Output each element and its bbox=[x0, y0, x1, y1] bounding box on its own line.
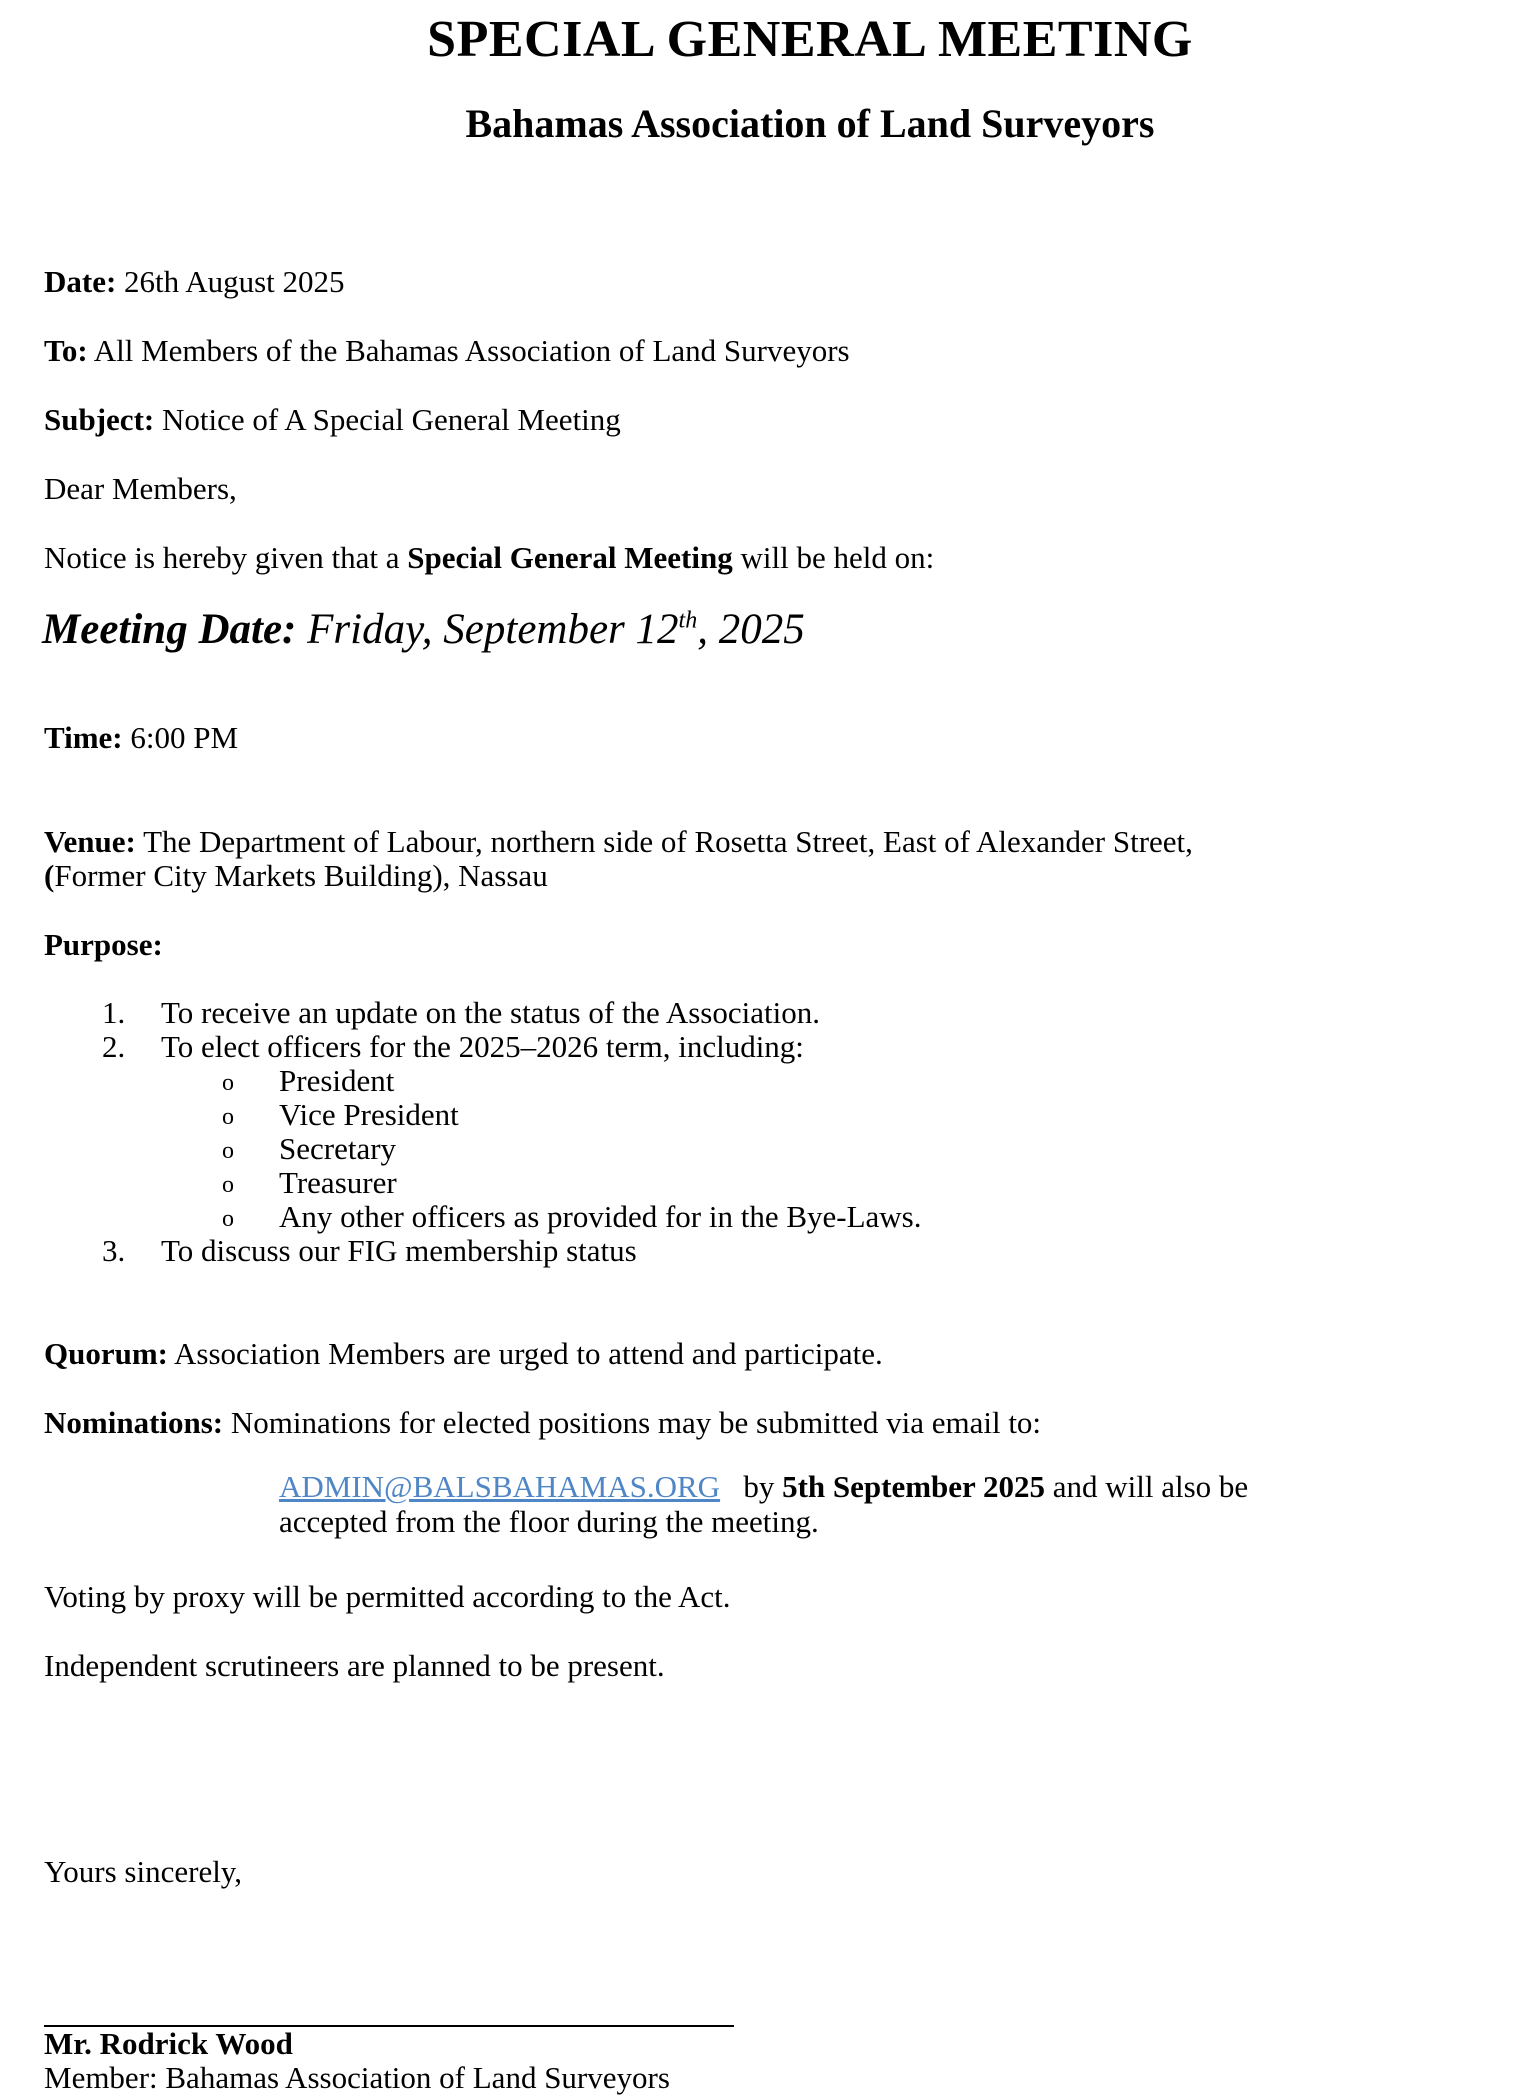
nominations-text: Nominations for elected positions may be submitted via email to: bbox=[230, 1405, 1042, 1440]
sign-off: Yours sincerely, bbox=[44, 1854, 243, 1889]
to-value: All Members of the Bahamas Association of Land Surveyors bbox=[93, 333, 850, 368]
nominations-email-link[interactable]: ADMIN@BALSBAHAMAS.ORG bbox=[279, 1469, 721, 1504]
notice-line bbox=[44, 540, 934, 576]
nominations-by: by bbox=[743, 1469, 775, 1504]
purpose-item-text: To elect officers for the 2025–2026 term, including: bbox=[161, 1029, 804, 1064]
circle-bullet-icon: o bbox=[222, 1070, 234, 1096]
meeting-date-label: Meeting Date: bbox=[42, 606, 297, 653]
purpose-item-number: 3. bbox=[102, 1233, 126, 1268]
nominations-floor-line: accepted from the floor during the meeting. bbox=[279, 1504, 819, 1539]
date-label: Date: bbox=[44, 264, 117, 299]
signer-name: Mr. Rodrick Wood bbox=[44, 2026, 293, 2061]
date-value: 26th August 2025 bbox=[124, 264, 345, 299]
date-line bbox=[44, 264, 345, 300]
notice-text-pre: Notice is hereby given that a bbox=[44, 540, 400, 575]
purpose-item-number: 1. bbox=[102, 995, 126, 1030]
meeting-date-value-post: , 2025 bbox=[697, 606, 805, 653]
to-line bbox=[44, 333, 850, 369]
purpose-item-number: 2. bbox=[102, 1029, 126, 1064]
venue-label: Venue: bbox=[44, 824, 136, 859]
nominations-line bbox=[44, 1405, 1041, 1441]
officer-label: Any other officers as provided for in the Bye-Laws. bbox=[279, 1199, 922, 1234]
venue-paren: ( bbox=[44, 858, 55, 893]
purpose-item-text: To discuss our FIG membership status bbox=[161, 1233, 637, 1268]
meeting-date-ordinal: th bbox=[678, 607, 698, 634]
notice-text-post: will be held on: bbox=[740, 540, 935, 575]
quorum-line bbox=[44, 1336, 883, 1372]
nominations-label: Nominations: bbox=[44, 1405, 224, 1440]
meeting-date-value-pre: Friday, September 12 bbox=[307, 606, 679, 653]
circle-bullet-icon: o bbox=[222, 1172, 234, 1198]
officer-label: Vice President bbox=[279, 1097, 459, 1132]
nominations-by-post: and will also be bbox=[1052, 1469, 1249, 1504]
quorum-label: Quorum: bbox=[44, 1336, 168, 1371]
subject-value: Notice of A Special General Meeting bbox=[161, 402, 621, 437]
circle-bullet-icon: o bbox=[222, 1104, 234, 1130]
to-label: To: bbox=[44, 333, 88, 368]
venue-line-1 bbox=[44, 824, 1193, 860]
circle-bullet-icon: o bbox=[222, 1206, 234, 1232]
quorum-text: Association Members are urged to attend and participate. bbox=[174, 1336, 883, 1371]
signer-title: Member: Bahamas Association of Land Surveyors bbox=[44, 2060, 670, 2095]
venue-text-1: The Department of Labour, northern side of Rosetta Street, East of Alexander Street, bbox=[143, 824, 1193, 859]
venue-line-2 bbox=[44, 858, 548, 894]
time-value: 6:00 PM bbox=[130, 720, 239, 755]
venue-text-2: Former City Markets Building), Nassau bbox=[54, 858, 548, 893]
notice-text-bold: Special General Meeting bbox=[407, 540, 733, 575]
meeting-date-line bbox=[42, 605, 805, 654]
officer-label: President bbox=[279, 1063, 395, 1098]
officer-label: Secretary bbox=[279, 1131, 397, 1166]
document-subtitle: Bahamas Association of Land Surveyors bbox=[465, 101, 1155, 146]
time-line bbox=[44, 720, 238, 756]
officer-label: Treasurer bbox=[279, 1165, 397, 1200]
nominations-deadline: 5th September 2025 bbox=[782, 1469, 1045, 1504]
subject-label: Subject: bbox=[44, 402, 155, 437]
salutation: Dear Members, bbox=[44, 471, 237, 506]
proxy-line: Voting by proxy will be permitted according to the Act. bbox=[44, 1579, 731, 1614]
scrutineers-line: Independent scrutineers are planned to be present. bbox=[44, 1648, 665, 1683]
document-title: SPECIAL GENERAL MEETING bbox=[427, 11, 1193, 68]
circle-bullet-icon: o bbox=[222, 1138, 234, 1164]
time-label: Time: bbox=[44, 720, 123, 755]
subject-line bbox=[44, 402, 621, 438]
nominations-email-line bbox=[279, 1469, 1248, 1505]
purpose-item-text: To receive an update on the status of the Association. bbox=[161, 995, 820, 1030]
purpose-label: Purpose: bbox=[44, 927, 163, 962]
